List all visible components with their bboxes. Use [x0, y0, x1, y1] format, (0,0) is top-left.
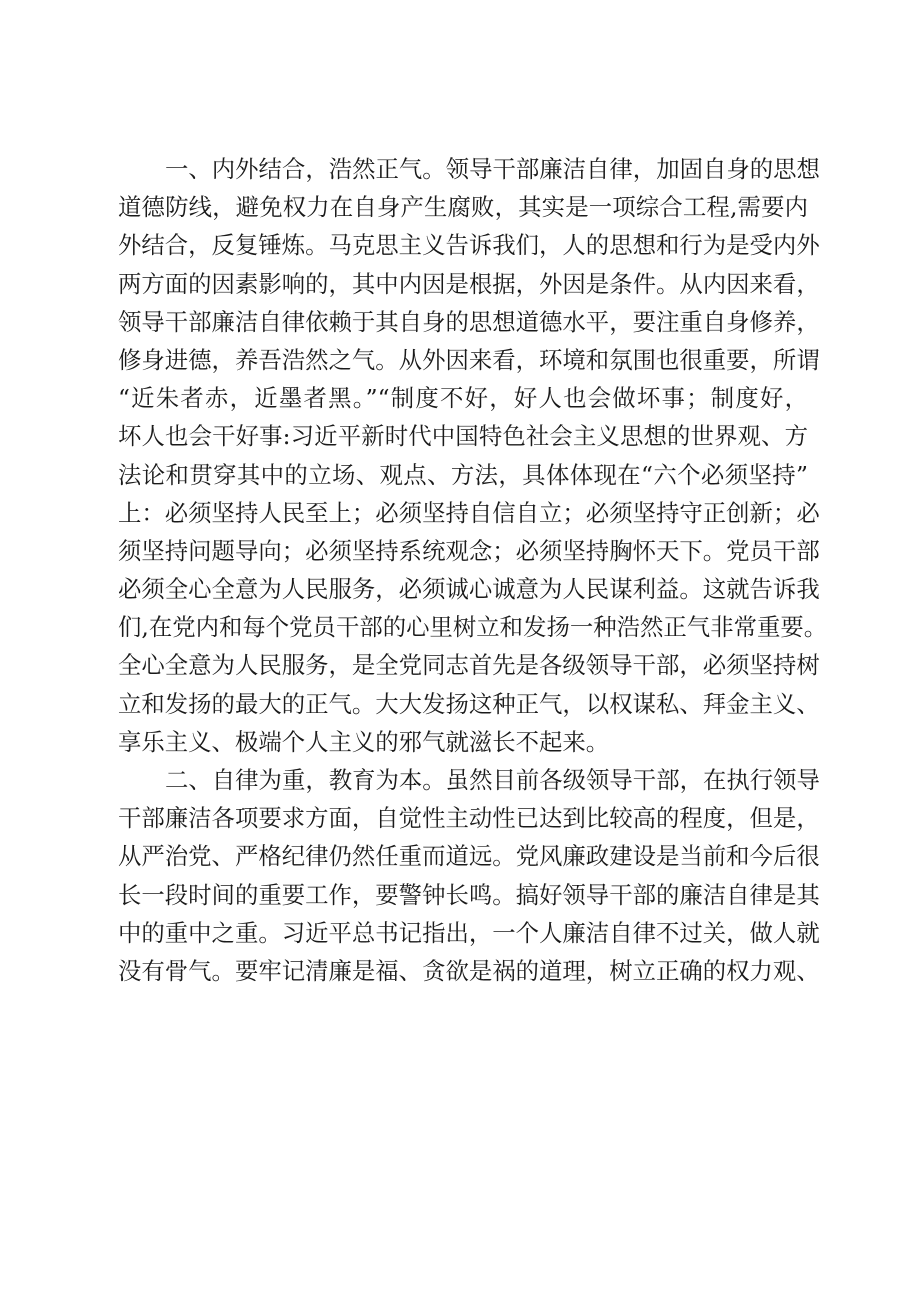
paragraph-line: 中的重中之重。习近平总书记指出，一个人廉洁自律不过关，做人就 [118, 918, 820, 947]
paragraph-1 [118, 150, 828, 761]
paragraph-line: 长一段时间的重要工作，要警钟长鸣。搞好领导干部的廉洁自律是其 [118, 880, 820, 909]
paragraph-line: 一、内外结合，浩然正气。领导干部廉洁自律，加固自身的思想 [165, 155, 820, 183]
paragraph-line: 法论和贯穿其中的立场、观点、方法，具体体现在“六个必须坚持” [118, 460, 808, 489]
document-body [118, 150, 828, 990]
paragraph-line: 外结合，反复锤炼。马克思主义告诉我们，人的思想和行为是受内外 [118, 231, 820, 260]
paragraph-line: 立和发扬的最大的正气。大大发扬这种正气，以权谋私、拜金主义、 [118, 689, 820, 718]
paragraph-line: 干部廉洁各项要求方面，自觉性主动性已达到比较高的程度，但是， [118, 804, 820, 833]
paragraph-line: 上：必须坚持人民至上；必须坚持自信自立；必须坚持守正创新；必 [118, 498, 820, 527]
paragraph-line: 从严治党、严格纪律仍然任重而道远。党风廉政建设是当前和今后很 [118, 842, 820, 871]
paragraph-line: 全心全意为人民服务，是全党同志首先是各级领导干部，必须坚持树 [118, 651, 820, 680]
paragraph-line: 领导干部廉洁自律依赖于其自身的思想道德水平，要注重自身修养， [118, 307, 820, 336]
paragraph-line: 须坚持问题导向；必须坚持系统观念；必须坚持胸怀天下。党员干部 [118, 536, 820, 565]
paragraph-line: “近朱者赤，近墨者黑。”“制度不好，好人也会做坏事；制度好， [118, 384, 808, 413]
paragraph-line: 享乐主义、极端个人主义的邪气就滋长不起来。 [118, 727, 610, 756]
paragraph-2 [118, 761, 820, 990]
paragraph-line: 没有骨气。要牢记清廉是福、贪欲是祸的道理，树立正确的权力观、 [118, 956, 820, 985]
paragraph-line: 二、自律为重，教育为本。虽然目前各级领导干部，在执行领导 [165, 766, 820, 794]
paragraph-line: 坏人也会干好事:习近平新时代中国特色社会主义思想的世界观、方 [118, 422, 808, 451]
paragraph-line: 修身进德，养吾浩然之气。从外因来看，环境和氛围也很重要，所谓 [118, 345, 820, 374]
paragraph-line: 们,在党内和每个党员干部的心里树立和发扬一种浩然正气非常重要。 [118, 613, 828, 642]
paragraph-line: 必须全心全意为人民服务，必须诚心诚意为人民谋利益。这就告诉我 [118, 575, 820, 604]
paragraph-line: 道德防线，避免权力在自身产生腐败，其实是一项综合工程,需要内 [118, 193, 808, 222]
paragraph-line: 两方面的因素影响的，其中内因是根据，外因是条件。从内因来看， [118, 269, 820, 298]
